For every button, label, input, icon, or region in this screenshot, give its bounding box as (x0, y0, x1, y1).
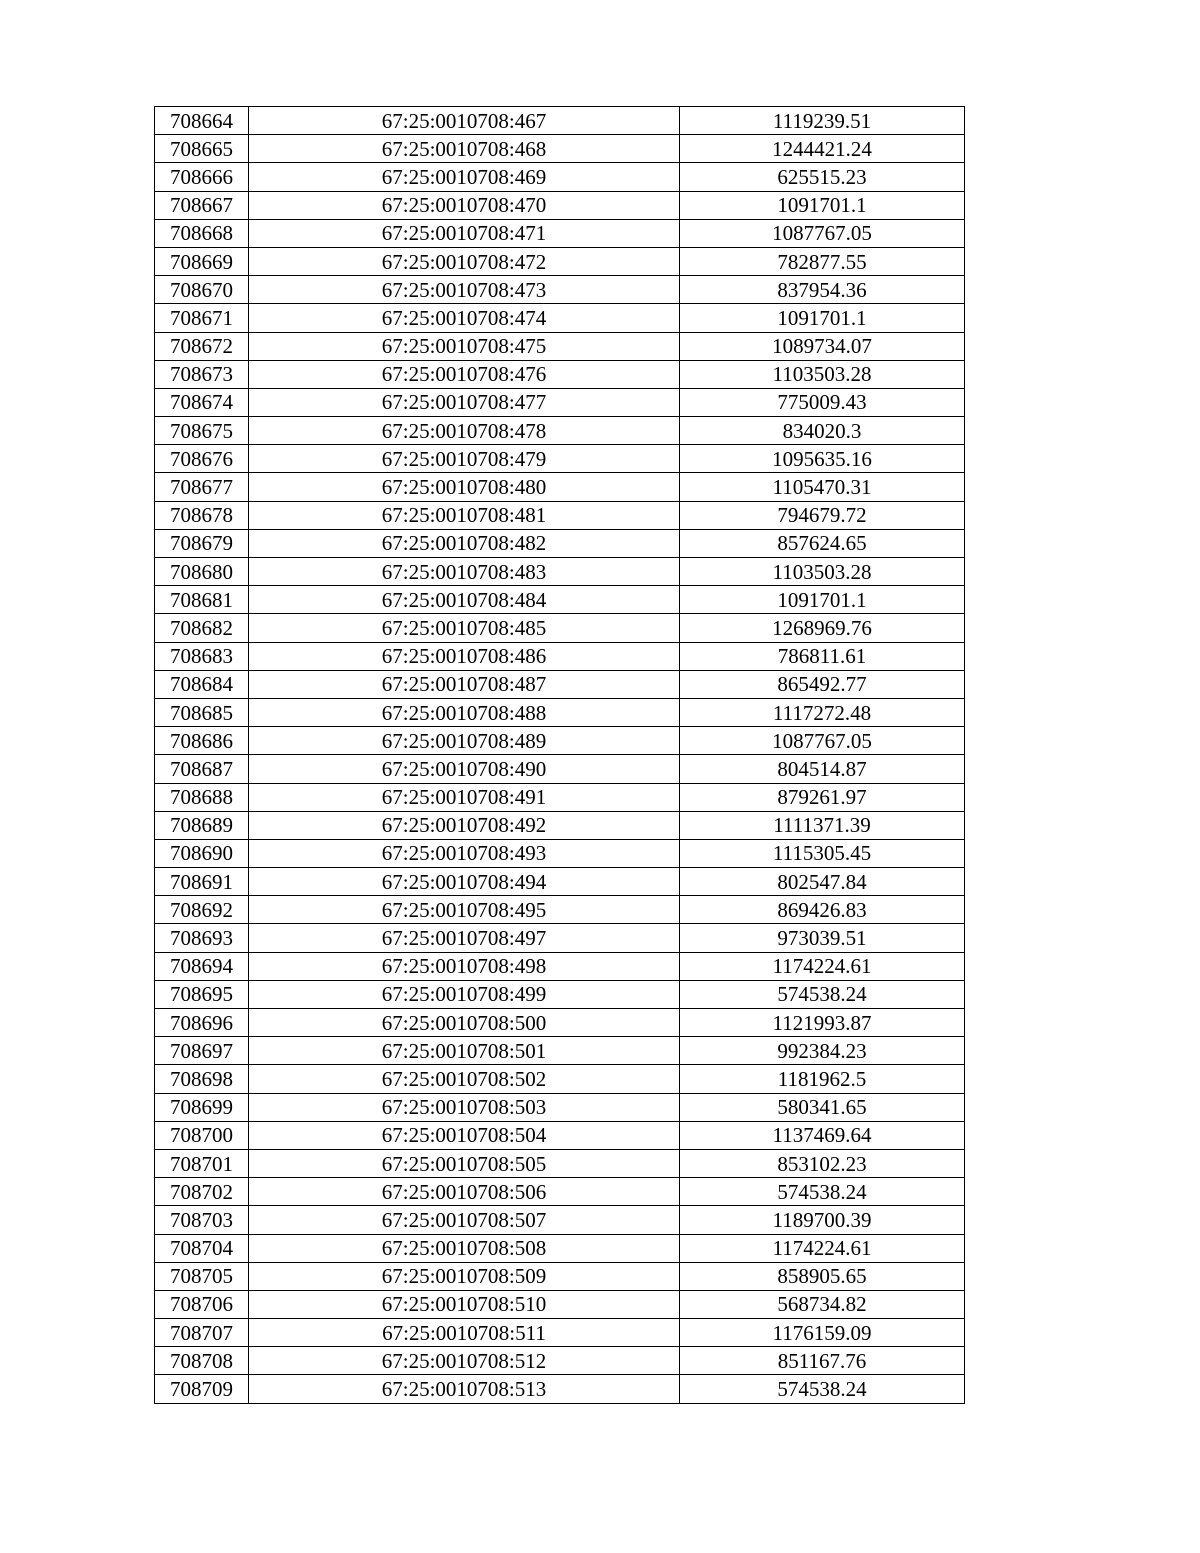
table-body (155, 107, 965, 1404)
row-id-cell: 708687 (155, 755, 249, 783)
row-id-cell: 708703 (155, 1206, 249, 1234)
value-cell: 834020.3 (680, 417, 965, 445)
row-id-cell: 708693 (155, 924, 249, 952)
cadastral-number-cell: 67:25:0010708:474 (249, 304, 680, 332)
cadastral-number-cell: 67:25:0010708:486 (249, 642, 680, 670)
value-cell: 1119239.51 (680, 107, 965, 135)
table-row (155, 276, 965, 304)
cadastral-number-cell: 67:25:0010708:508 (249, 1234, 680, 1262)
value-cell: 802547.84 (680, 868, 965, 896)
value-cell: 775009.43 (680, 388, 965, 416)
row-id-cell: 708666 (155, 163, 249, 191)
table-row (155, 1093, 965, 1121)
cadastral-number-cell: 67:25:0010708:471 (249, 219, 680, 247)
cadastral-number-cell: 67:25:0010708:484 (249, 586, 680, 614)
table-row (155, 107, 965, 135)
cadastral-number-cell: 67:25:0010708:497 (249, 924, 680, 952)
row-id-cell: 708664 (155, 107, 249, 135)
value-cell: 1174224.61 (680, 952, 965, 980)
row-id-cell: 708702 (155, 1178, 249, 1206)
value-cell: 1115305.45 (680, 839, 965, 867)
cadastral-number-cell: 67:25:0010708:511 (249, 1319, 680, 1347)
row-id-cell: 708701 (155, 1149, 249, 1177)
table-row (155, 417, 965, 445)
row-id-cell: 708699 (155, 1093, 249, 1121)
value-cell: 1103503.28 (680, 558, 965, 586)
cadastral-number-cell: 67:25:0010708:473 (249, 276, 680, 304)
cadastral-number-cell: 67:25:0010708:487 (249, 670, 680, 698)
row-id-cell: 708686 (155, 727, 249, 755)
table-row (155, 501, 965, 529)
value-cell: 1091701.1 (680, 304, 965, 332)
row-id-cell: 708705 (155, 1262, 249, 1290)
row-id-cell: 708696 (155, 1009, 249, 1037)
cadastral-number-cell: 67:25:0010708:483 (249, 558, 680, 586)
value-cell: 804514.87 (680, 755, 965, 783)
row-id-cell: 708698 (155, 1065, 249, 1093)
value-cell: 858905.65 (680, 1262, 965, 1290)
cadastral-number-cell: 67:25:0010708:489 (249, 727, 680, 755)
value-cell: 1189700.39 (680, 1206, 965, 1234)
row-id-cell: 708684 (155, 670, 249, 698)
cadastral-number-cell: 67:25:0010708:503 (249, 1093, 680, 1121)
table-row (155, 1037, 965, 1065)
table-row (155, 332, 965, 360)
value-cell: 794679.72 (680, 501, 965, 529)
value-cell: 869426.83 (680, 896, 965, 924)
row-id-cell: 708685 (155, 698, 249, 726)
table-row (155, 1234, 965, 1262)
table-row (155, 1290, 965, 1318)
row-id-cell: 708675 (155, 417, 249, 445)
cadastral-number-cell: 67:25:0010708:475 (249, 332, 680, 360)
cadastral-number-cell: 67:25:0010708:506 (249, 1178, 680, 1206)
table-row (155, 135, 965, 163)
cadastral-number-cell: 67:25:0010708:476 (249, 360, 680, 388)
row-id-cell: 708709 (155, 1375, 249, 1403)
cadastral-number-cell: 67:25:0010708:509 (249, 1262, 680, 1290)
table-row (155, 1262, 965, 1290)
table-row (155, 445, 965, 473)
table-row (155, 1347, 965, 1375)
value-cell: 580341.65 (680, 1093, 965, 1121)
row-id-cell: 708689 (155, 811, 249, 839)
value-cell: 1087767.05 (680, 727, 965, 755)
data-table (154, 106, 965, 1404)
table-row (155, 670, 965, 698)
row-id-cell: 708704 (155, 1234, 249, 1262)
value-cell: 1103503.28 (680, 360, 965, 388)
row-id-cell: 708700 (155, 1121, 249, 1149)
value-cell: 782877.55 (680, 247, 965, 275)
cadastral-number-cell: 67:25:0010708:477 (249, 388, 680, 416)
value-cell: 857624.65 (680, 529, 965, 557)
row-id-cell: 708695 (155, 980, 249, 1008)
cadastral-number-cell: 67:25:0010708:499 (249, 980, 680, 1008)
table-row (155, 304, 965, 332)
cadastral-number-cell: 67:25:0010708:492 (249, 811, 680, 839)
cadastral-number-cell: 67:25:0010708:472 (249, 247, 680, 275)
row-id-cell: 708690 (155, 839, 249, 867)
value-cell: 1105470.31 (680, 473, 965, 501)
cadastral-number-cell: 67:25:0010708:513 (249, 1375, 680, 1403)
cadastral-number-cell: 67:25:0010708:488 (249, 698, 680, 726)
cadastral-number-cell: 67:25:0010708:470 (249, 191, 680, 219)
row-id-cell: 708694 (155, 952, 249, 980)
cadastral-number-cell: 67:25:0010708:481 (249, 501, 680, 529)
row-id-cell: 708691 (155, 868, 249, 896)
value-cell: 1087767.05 (680, 219, 965, 247)
cadastral-number-cell: 67:25:0010708:495 (249, 896, 680, 924)
table-row (155, 727, 965, 755)
table-row (155, 191, 965, 219)
table-row (155, 614, 965, 642)
cadastral-number-cell: 67:25:0010708:494 (249, 868, 680, 896)
row-id-cell: 708677 (155, 473, 249, 501)
row-id-cell: 708679 (155, 529, 249, 557)
value-cell: 1117272.48 (680, 698, 965, 726)
table-row (155, 219, 965, 247)
row-id-cell: 708708 (155, 1347, 249, 1375)
table-row (155, 360, 965, 388)
table-row (155, 924, 965, 952)
row-id-cell: 708670 (155, 276, 249, 304)
cadastral-number-cell: 67:25:0010708:493 (249, 839, 680, 867)
table-row (155, 1009, 965, 1037)
table-row (155, 952, 965, 980)
table-row (155, 1206, 965, 1234)
table-row (155, 1375, 965, 1403)
value-cell: 1091701.1 (680, 586, 965, 614)
value-cell: 853102.23 (680, 1149, 965, 1177)
row-id-cell: 708676 (155, 445, 249, 473)
table-row (155, 868, 965, 896)
value-cell: 568734.82 (680, 1290, 965, 1318)
table-row (155, 811, 965, 839)
table-row (155, 163, 965, 191)
row-id-cell: 708669 (155, 247, 249, 275)
cadastral-number-cell: 67:25:0010708:491 (249, 783, 680, 811)
row-id-cell: 708678 (155, 501, 249, 529)
table-row (155, 1178, 965, 1206)
cadastral-number-cell: 67:25:0010708:480 (249, 473, 680, 501)
value-cell: 865492.77 (680, 670, 965, 698)
cadastral-number-cell: 67:25:0010708:482 (249, 529, 680, 557)
row-id-cell: 708697 (155, 1037, 249, 1065)
value-cell: 1111371.39 (680, 811, 965, 839)
value-cell: 1244421.24 (680, 135, 965, 163)
row-id-cell: 708682 (155, 614, 249, 642)
row-id-cell: 708681 (155, 586, 249, 614)
value-cell: 1181962.5 (680, 1065, 965, 1093)
value-cell: 574538.24 (680, 1375, 965, 1403)
value-cell: 1089734.07 (680, 332, 965, 360)
value-cell: 786811.61 (680, 642, 965, 670)
table-row (155, 247, 965, 275)
row-id-cell: 708692 (155, 896, 249, 924)
cadastral-number-cell: 67:25:0010708:498 (249, 952, 680, 980)
value-cell: 1121993.87 (680, 1009, 965, 1037)
value-cell: 992384.23 (680, 1037, 965, 1065)
row-id-cell: 708707 (155, 1319, 249, 1347)
cadastral-number-cell: 67:25:0010708:469 (249, 163, 680, 191)
row-id-cell: 708671 (155, 304, 249, 332)
value-cell: 1268969.76 (680, 614, 965, 642)
table-row (155, 1065, 965, 1093)
table-row (155, 755, 965, 783)
row-id-cell: 708688 (155, 783, 249, 811)
row-id-cell: 708673 (155, 360, 249, 388)
row-id-cell: 708667 (155, 191, 249, 219)
value-cell: 1176159.09 (680, 1319, 965, 1347)
table-row (155, 473, 965, 501)
value-cell: 837954.36 (680, 276, 965, 304)
cadastral-number-cell: 67:25:0010708:479 (249, 445, 680, 473)
row-id-cell: 708680 (155, 558, 249, 586)
table-row (155, 1149, 965, 1177)
table-row (155, 1121, 965, 1149)
table-row (155, 558, 965, 586)
value-cell: 1091701.1 (680, 191, 965, 219)
row-id-cell: 708672 (155, 332, 249, 360)
row-id-cell: 708706 (155, 1290, 249, 1318)
table-row (155, 980, 965, 1008)
table-row (155, 586, 965, 614)
value-cell: 879261.97 (680, 783, 965, 811)
cadastral-number-cell: 67:25:0010708:502 (249, 1065, 680, 1093)
value-cell: 973039.51 (680, 924, 965, 952)
cadastral-number-cell: 67:25:0010708:467 (249, 107, 680, 135)
table-row (155, 896, 965, 924)
cadastral-number-cell: 67:25:0010708:490 (249, 755, 680, 783)
row-id-cell: 708668 (155, 219, 249, 247)
table-row (155, 529, 965, 557)
table-row (155, 839, 965, 867)
table-row (155, 1319, 965, 1347)
row-id-cell: 708665 (155, 135, 249, 163)
cadastral-number-cell: 67:25:0010708:504 (249, 1121, 680, 1149)
cadastral-number-cell: 67:25:0010708:485 (249, 614, 680, 642)
cadastral-number-cell: 67:25:0010708:510 (249, 1290, 680, 1318)
value-cell: 851167.76 (680, 1347, 965, 1375)
cadastral-number-cell: 67:25:0010708:505 (249, 1149, 680, 1177)
cadastral-number-cell: 67:25:0010708:468 (249, 135, 680, 163)
value-cell: 574538.24 (680, 980, 965, 1008)
table-row (155, 783, 965, 811)
cadastral-number-cell: 67:25:0010708:507 (249, 1206, 680, 1234)
value-cell: 1095635.16 (680, 445, 965, 473)
cadastral-number-cell: 67:25:0010708:512 (249, 1347, 680, 1375)
table-row (155, 388, 965, 416)
row-id-cell: 708683 (155, 642, 249, 670)
table-row (155, 698, 965, 726)
value-cell: 574538.24 (680, 1178, 965, 1206)
cadastral-number-cell: 67:25:0010708:500 (249, 1009, 680, 1037)
value-cell: 625515.23 (680, 163, 965, 191)
row-id-cell: 708674 (155, 388, 249, 416)
value-cell: 1174224.61 (680, 1234, 965, 1262)
value-cell: 1137469.64 (680, 1121, 965, 1149)
cadastral-number-cell: 67:25:0010708:478 (249, 417, 680, 445)
cadastral-number-cell: 67:25:0010708:501 (249, 1037, 680, 1065)
table-row (155, 642, 965, 670)
